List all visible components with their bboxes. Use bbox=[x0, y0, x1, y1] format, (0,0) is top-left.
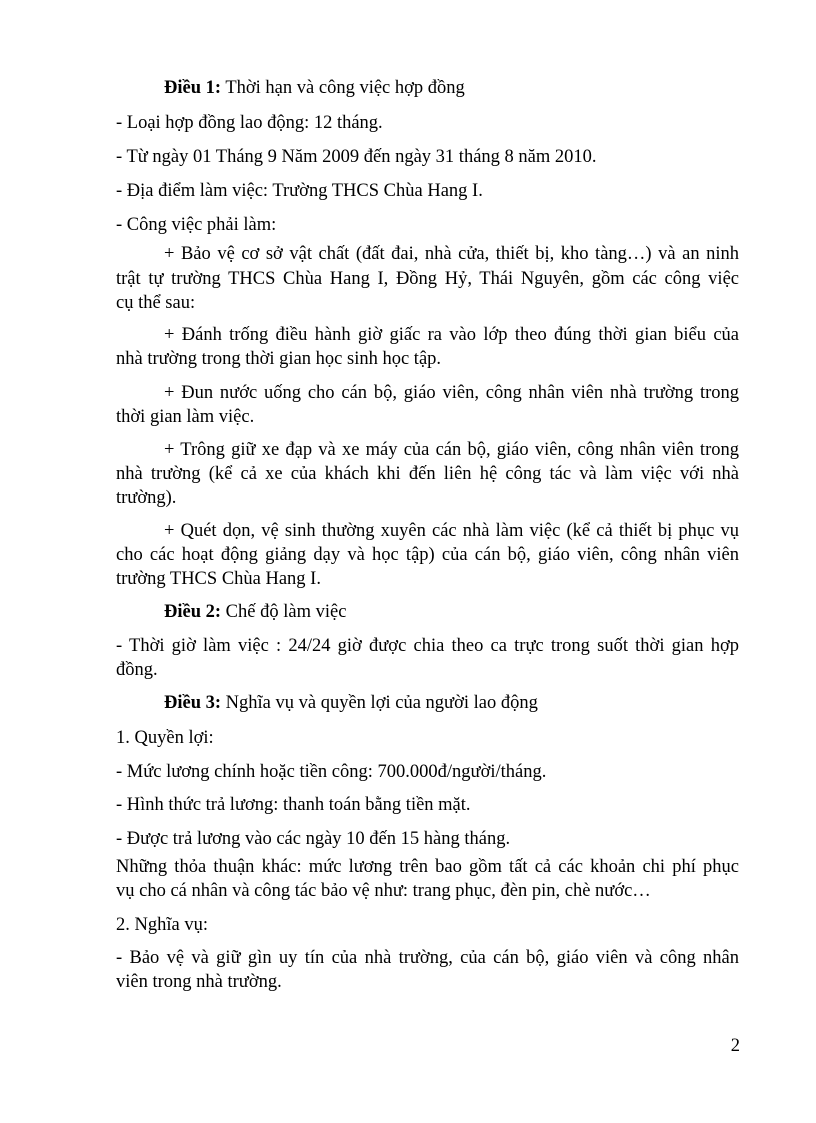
article-label: Điều 2: bbox=[164, 602, 222, 622]
article-label: Điều 1: bbox=[164, 78, 222, 98]
duty-cleaning-line-2: cho các hoạt động giảng dạy và học tập) của cán bộ, giáo viên, công nhân viên bbox=[116, 545, 739, 565]
duty-parking-line-2: nhà trường (kể cả xe của khách khi đến liên hệ công tác và làm việc với nhà bbox=[116, 464, 739, 484]
article-title: Nghĩa vụ và quyền lợi của người lao động bbox=[221, 693, 538, 713]
payment-method-line: - Hình thức trả lương: thanh toán bằng tiền mặt. bbox=[116, 795, 471, 815]
obligation-line-1: - Bảo vệ và giữ gìn uy tín của nhà trường, của cán bộ, giáo viên và công nhân bbox=[116, 948, 739, 968]
duty-security-line-3: cụ thể sau: bbox=[116, 293, 196, 313]
work-location-line: - Địa điểm làm việc: Trường THCS Chùa Hang I. bbox=[116, 181, 483, 201]
contract-type-line: - Loại hợp đồng lao động: 12 tháng. bbox=[116, 113, 383, 133]
page-number: 2 bbox=[730, 1036, 740, 1056]
obligations-heading: 2. Nghĩa vụ: bbox=[116, 915, 208, 935]
rights-heading: 1. Quyền lợi: bbox=[116, 728, 214, 748]
duty-water-line-1: + Đun nước uống cho cán bộ, giáo viên, công nhân viên nhà trường trong bbox=[164, 383, 739, 403]
payment-date-line: - Được trả lương vào các ngày 10 đến 15 hàng tháng. bbox=[116, 829, 511, 849]
duty-water-line-2: thời gian làm việc. bbox=[116, 407, 255, 427]
salary-line: - Mức lương chính hoặc tiền công: 700.000đ/người/tháng. bbox=[116, 762, 547, 782]
duty-drum-line-2: nhà trường trong thời gian học sinh học tập. bbox=[116, 349, 442, 369]
duty-security-line-1: + Bảo vệ cơ sở vật chất (đất đai, nhà cửa, thiết bị, kho tàng…) và an ninh bbox=[164, 244, 739, 264]
duty-parking-line-3: trường). bbox=[116, 488, 177, 508]
article-title: Chế độ làm việc bbox=[221, 602, 347, 622]
article-2-heading bbox=[164, 600, 739, 624]
duty-parking-line-1: + Trông giữ xe đạp và xe máy của cán bộ, giáo viên, công nhân viên trong bbox=[164, 440, 739, 460]
duty-cleaning-line-1: + Quét dọn, vệ sinh thường xuyên các nhà làm việc (kể cả thiết bị phục vụ bbox=[164, 521, 739, 541]
working-hours-line-2: đồng. bbox=[116, 660, 158, 680]
article-3-heading bbox=[164, 691, 739, 715]
article-label: Điều 3: bbox=[164, 693, 222, 713]
other-agreements-line-2: vụ cho cá nhân và công tác bảo vệ như: trang phục, đèn pin, chè nước… bbox=[116, 881, 651, 901]
duty-drum-line-1: + Đánh trống điều hành giờ giấc ra vào lớp theo đúng thời gian biểu của bbox=[164, 325, 739, 345]
article-1-heading bbox=[164, 76, 739, 100]
contract-period-line: - Từ ngày 01 Tháng 9 Năm 2009 đến ngày 31 tháng 8 năm 2010. bbox=[116, 147, 597, 167]
duty-security-line-2: trật tự trường THCS Chùa Hang I, Đồng Hỷ, Thái Nguyên, gồm các công việc bbox=[116, 269, 739, 289]
obligation-line-2: viên trong nhà trường. bbox=[116, 972, 282, 992]
working-hours-line-1: - Thời giờ làm việc : 24/24 giờ được chia theo ca trực trong suốt thời gian hợp bbox=[116, 636, 739, 656]
other-agreements-line-1: Những thỏa thuận khác: mức lương trên bao gồm tất cả các khoản chi phí phục bbox=[116, 857, 739, 877]
duty-cleaning-line-3: trường THCS Chùa Hang I. bbox=[116, 569, 321, 589]
article-title: Thời hạn và công việc hợp đồng bbox=[221, 78, 465, 98]
duties-heading: - Công việc phải làm: bbox=[116, 215, 277, 235]
